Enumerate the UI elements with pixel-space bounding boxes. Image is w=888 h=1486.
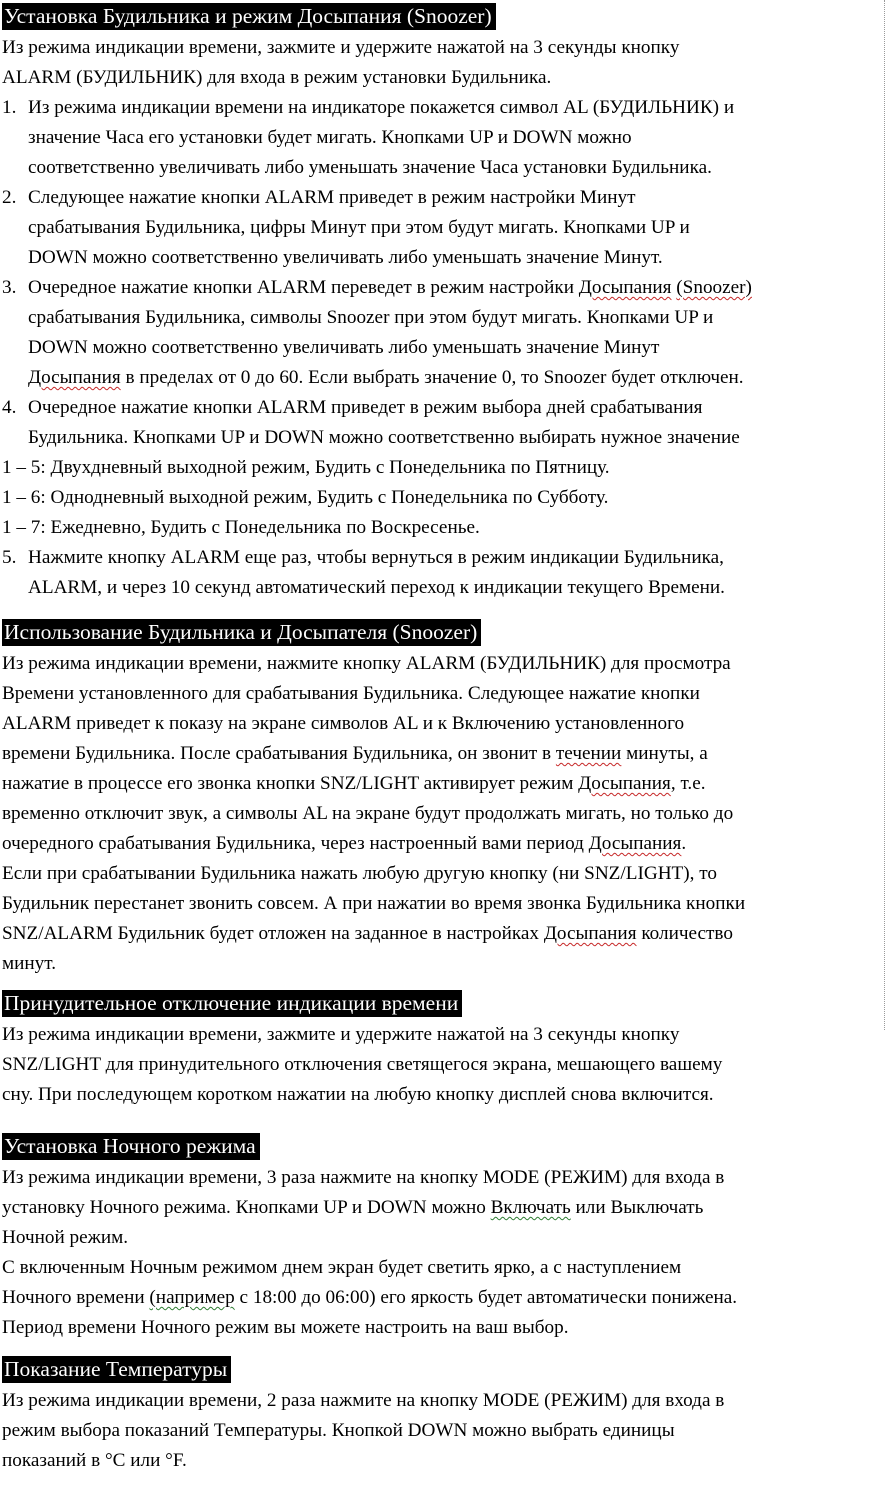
spellcheck-word: течении (555, 743, 622, 764)
section-heading: Принудительное отключение индикации времени (2, 990, 462, 1017)
list-item (2, 273, 886, 303)
section-heading: Использование Будильника и Досыпателя (Snoozer) (2, 619, 481, 646)
list-number: 3. (2, 277, 17, 298)
list-number: 5. (2, 547, 17, 568)
paragraph-line: Период времени Ночного режим вы можете настроить на ваш выбор. (2, 1317, 569, 1338)
option-line: 1 – 7: Ежедневно, Будить с Понедельника по Воскресенье. (2, 517, 480, 538)
paragraph-line: С включенным Ночным режимом днем экран будет светить ярко, а с наступлением (2, 1257, 682, 1278)
paragraph-text: SNZ/ALARM Будильник будет отложен на заданное в настройках (2, 923, 544, 944)
paragraph-line (2, 1283, 886, 1313)
section-heading: Установка Ночного режима (2, 1133, 260, 1160)
spellcheck-word: Досыпания (578, 773, 671, 794)
spellcheck-word: Досыпания (578, 277, 672, 298)
section-night-mode (2, 1133, 886, 1343)
paragraph-text: очередного срабатывания Будильника, через настроенный вами период (2, 833, 589, 854)
option-line: 1 – 6: Однодневный выходной режим, Будить с Понедельника по Субботу. (2, 487, 609, 508)
grammar-check-word: (например (149, 1287, 235, 1308)
section-display-off (2, 990, 886, 1110)
paragraph-text: времени Будильника. После срабатывания Будильника, он звонит в (2, 743, 556, 764)
spellcheck-word: Досыпания (588, 833, 682, 854)
list-number: 1. (2, 97, 17, 118)
paragraph-line: сну. При последующем коротком нажатии на любую кнопку дисплей снова включится. (2, 1084, 714, 1105)
section-temperature (2, 1356, 886, 1476)
grammar-check-word: Включать (490, 1197, 571, 1218)
list-text: Следующее нажатие кнопки ALARM приведет в режим настройки Минут (28, 187, 636, 208)
list-item-continued: ALARM, и через 10 секунд автоматический переход к индикации текущего Времени. (28, 577, 725, 598)
paragraph-text: . (681, 833, 687, 854)
paragraph-line: Будильник перестанет звонить совсем. А при нажатии во время звонка Будильника кнопки (2, 893, 746, 914)
paragraph-text: минуты, а (621, 743, 708, 764)
section-heading: Показание Температуры (2, 1356, 231, 1383)
paragraph-line: ALARM приведет к показу на экране символов AL и к Включению установленного (2, 713, 685, 734)
paragraph-line (2, 829, 886, 859)
paragraph-line: минут. (2, 953, 57, 974)
paragraph-line: Если при срабатывании Будильника нажать любую другую кнопку (ни SNZ/LIGHT), то (2, 863, 717, 884)
paragraph-text: нажатие в процессе его звонка кнопки SNZ/LIGHT активирует режим (2, 773, 579, 794)
paragraph-line: Из режима индикации времени, 3 раза нажмите на кнопку MODE (РЕЖИМ) для входа в (2, 1167, 725, 1188)
list-text: Из режима индикации времени на индикаторе покажется символ AL (БУДИЛЬНИК) и (28, 97, 735, 118)
paragraph-line (2, 1193, 886, 1223)
paragraph-text: Ночного времени (2, 1287, 150, 1308)
section-heading: Установка Будильника и режим Досыпания (Snoozer) (2, 3, 496, 30)
section-alarm-setup (2, 3, 886, 603)
list-item-continued: соответственно увеличивать либо уменьшать значение Часа установки Будильника. (28, 157, 712, 178)
list-item-continued: DOWN можно соответственно увеличивать либо уменьшать значение Минут. (28, 247, 663, 268)
list-text: Нажмите кнопку ALARM еще раз, чтобы вернуться в режим индикации Будильника, (28, 547, 724, 568)
paragraph-line (2, 919, 886, 949)
list-text: в пределах от 0 до 60. Если выбрать значение 0, то Snoozer будет отключен. (120, 367, 744, 388)
paragraph-line: режим выбора показаний Температуры. Кнопкой DOWN можно выбрать единицы (2, 1420, 675, 1441)
list-item (2, 543, 886, 573)
option-line: 1 – 5: Двухдневный выходной режим, Будить с Понедельника по Пятницу. (2, 457, 610, 478)
section-alarm-usage (2, 619, 886, 979)
list-item-continued: значение Часа его установки будет мигать. Кнопками UP и DOWN можно (28, 127, 632, 148)
list-item-continued: срабатывания Будильника, символы Snoozer при этом будут мигать. Кнопками UP и (28, 307, 714, 328)
list-item (2, 393, 886, 423)
list-text: Очередное нажатие кнопки ALARM приведет в режим выбора дней срабатывания (28, 397, 703, 418)
paragraph-text: или Выключать (570, 1197, 704, 1218)
paragraph-text: , т.е. (670, 773, 706, 794)
list-number: 4. (2, 397, 17, 418)
paragraph-line: Из режима индикации времени, зажмите и удержите нажатой на 3 секунды кнопку (2, 1024, 680, 1045)
list-number: 2. (2, 187, 17, 208)
paragraph-line: временно отключит звук, а символы AL на экране будут продолжать мигать, но только до (2, 803, 734, 824)
paragraph-line: SNZ/LIGHT для принудительного отключения светящегося экрана, мешающего вашему (2, 1054, 723, 1075)
paragraph-line: Из режима индикации времени, зажмите и удержите нажатой на 3 секунды кнопку (2, 37, 680, 58)
paragraph-line: Ночной режим. (2, 1227, 129, 1248)
paragraph-line: Из режима индикации времени, нажмите кнопку ALARM (БУДИЛЬНИК) для просмотра (2, 653, 731, 674)
spellcheck-word: Досыпания (28, 367, 121, 388)
spellcheck-word: Досыпания (543, 923, 637, 944)
list-item-continued: Будильника. Кнопками UP и DOWN можно соответственно выбирать нужное значение (28, 427, 740, 448)
list-item-continued: DOWN можно соответственно увеличивать либо уменьшать значение Минут (28, 337, 660, 358)
list-text: Очередное нажатие кнопки ALARM переведет в режим настройки (28, 277, 579, 298)
paragraph-line (2, 769, 886, 799)
spellcheck-word: (Snoozer) (676, 277, 752, 298)
paragraph-text: с 18:00 до 06:00) его яркость будет автоматически понижена. (234, 1287, 738, 1308)
paragraph-line: Из режима индикации времени, 2 раза нажмите на кнопку MODE (РЕЖИМ) для входа в (2, 1390, 725, 1411)
list-item (2, 183, 886, 213)
paragraph-text: установку Ночного режима. Кнопками UP и DOWN можно (2, 1197, 491, 1218)
list-item (2, 93, 886, 123)
paragraph-line: показаний в °C или °F. (2, 1450, 187, 1471)
paragraph-line: Времени установленного для срабатывания Будильника. Следующее нажатие кнопки (2, 683, 700, 704)
paragraph-text: количество (636, 923, 733, 944)
list-item-continued (2, 363, 886, 393)
paragraph-line (2, 739, 886, 769)
paragraph-line: ALARM (БУДИЛЬНИК) для входа в режим установки Будильника. (2, 67, 552, 88)
list-item-continued: срабатывания Будильника, цифры Минут при этом будут мигать. Кнопками UP и (28, 217, 690, 238)
